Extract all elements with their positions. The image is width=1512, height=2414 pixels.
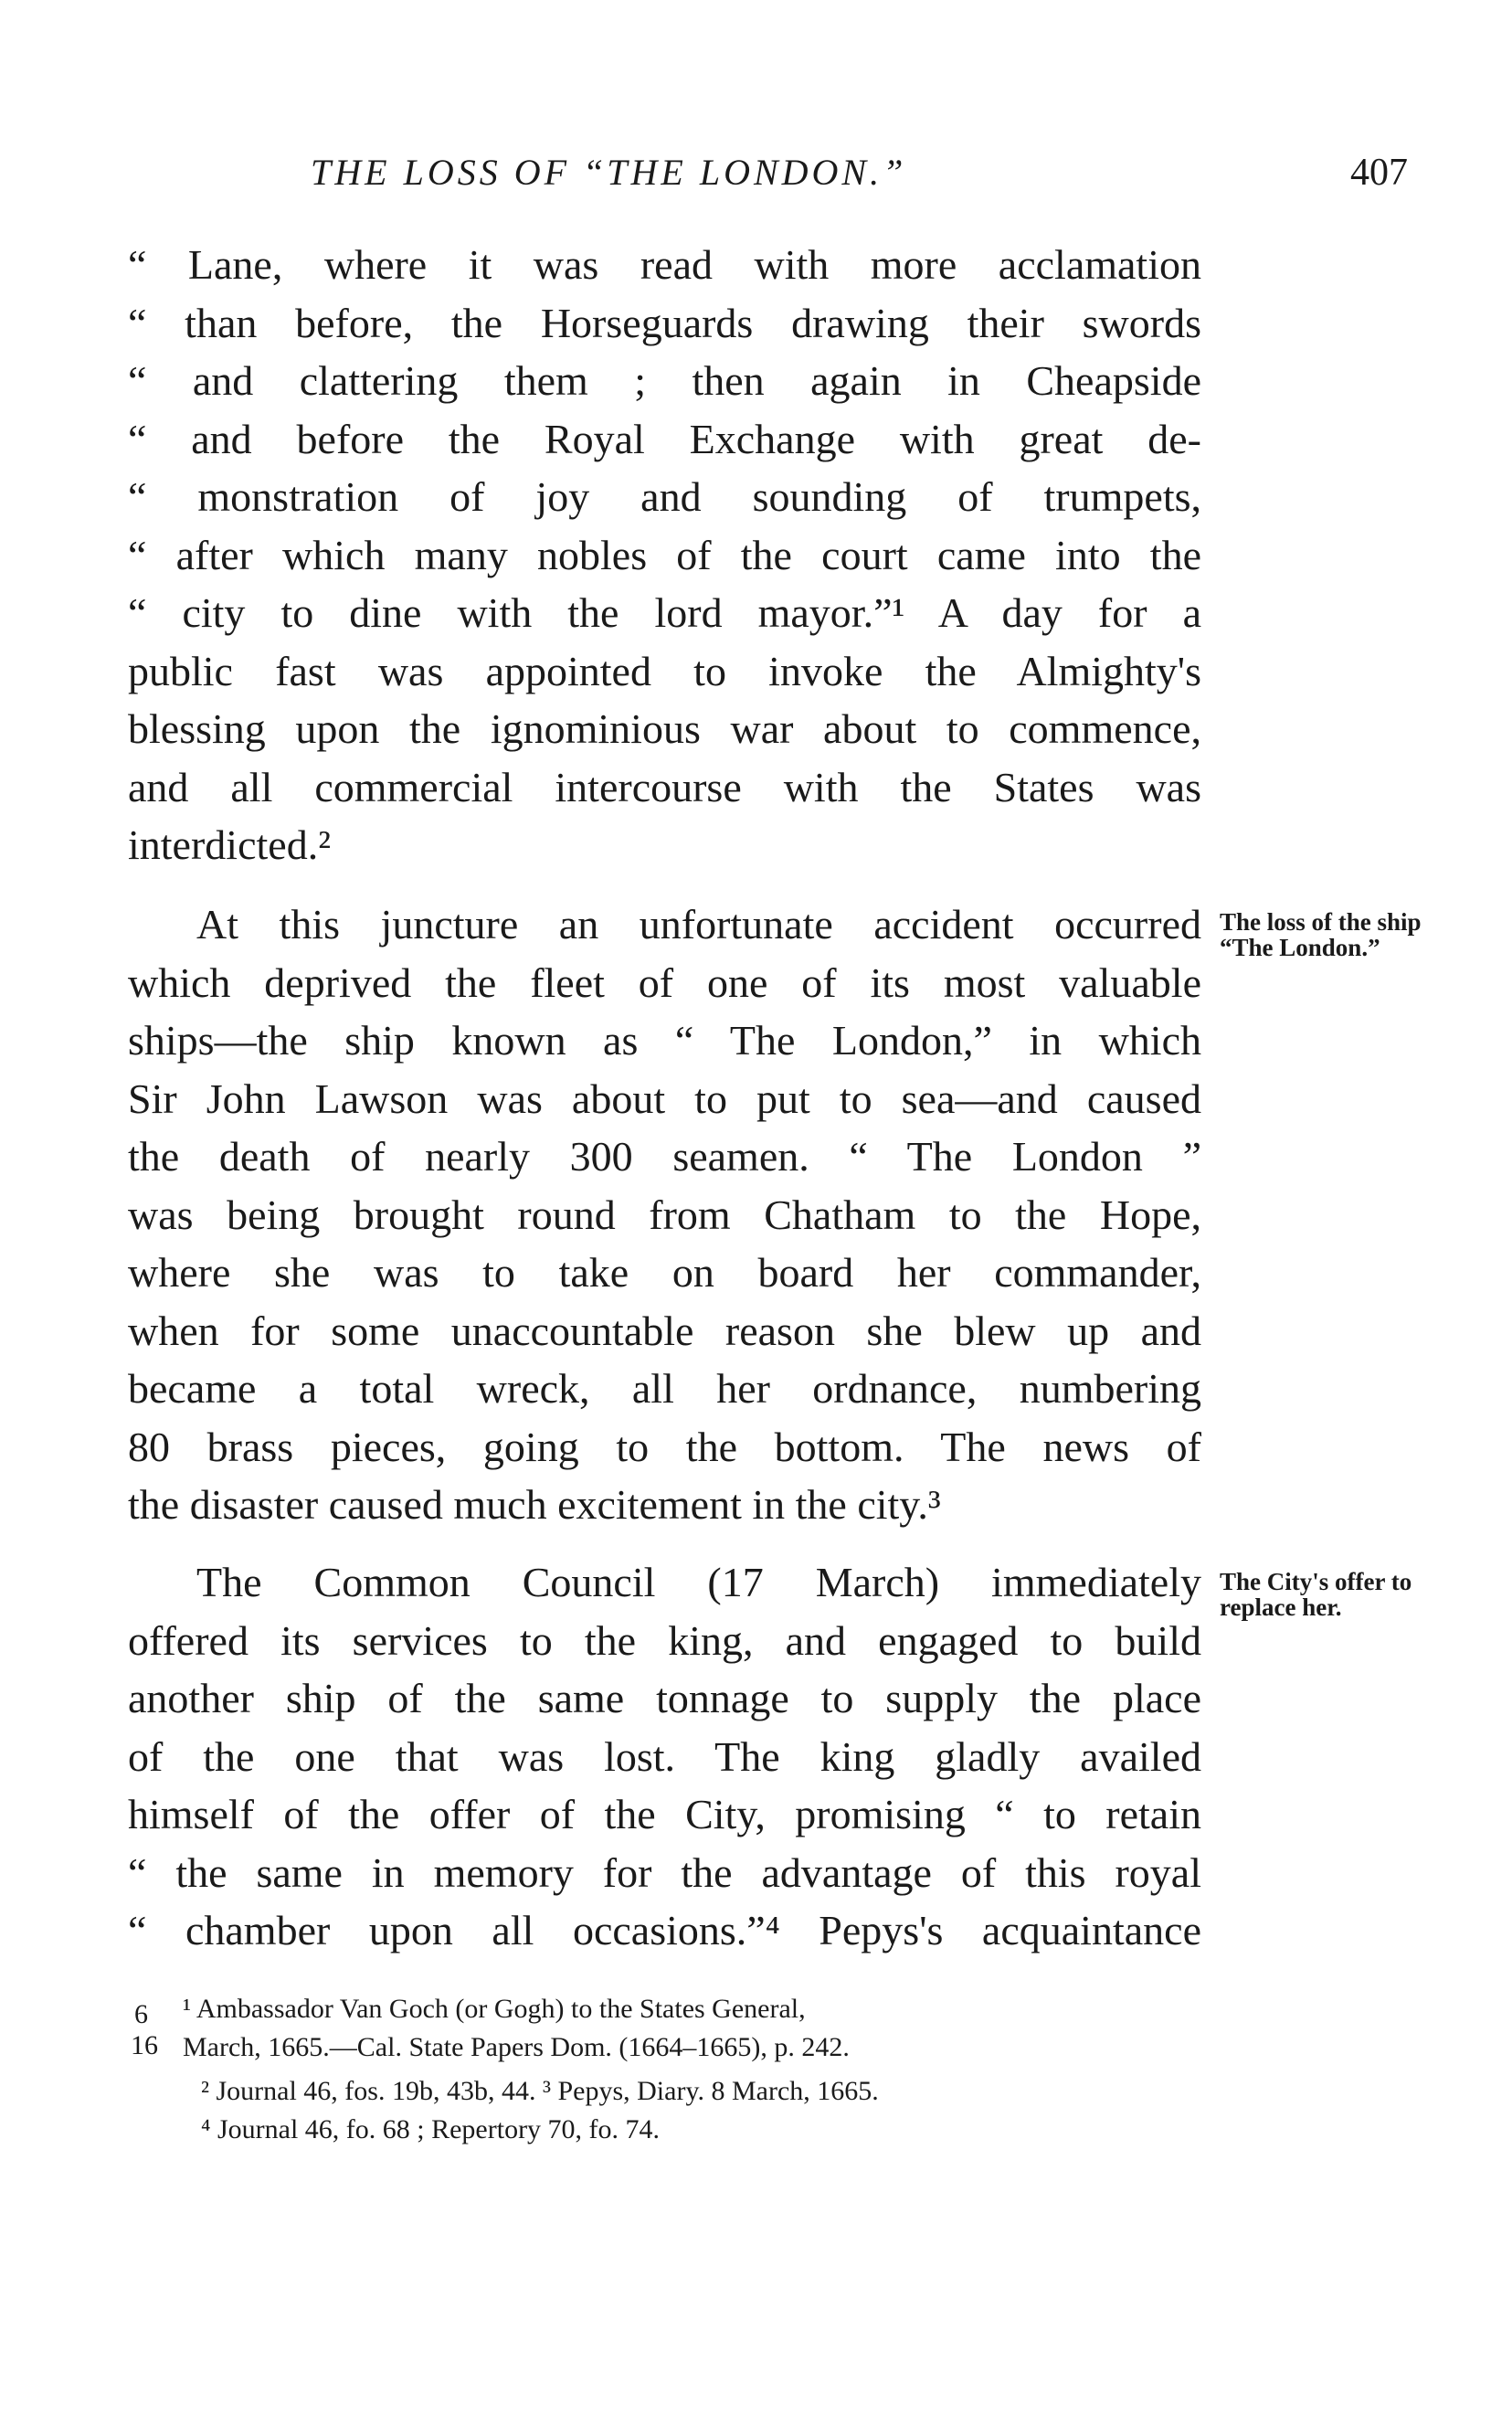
footnotes [128,1990,1206,2149]
text-line: the disaster caused much excitement in the city.³ [128,1481,941,1528]
text-line: himself of the offer of the City, promising “ to retain [128,1791,1201,1837]
text-line: “ chamber upon all occasions.”⁴ Pepys's acquaintance [128,1907,1201,1953]
footnote-4: ⁴ Journal 46, fo. 68 ; Repertory 70, fo. 74. [201,2114,661,2144]
text-line: “ the same in memory for the advantage of this royal [128,1848,1201,1896]
text-line: Sir John Lawson was about to put to sea—and caused [128,1075,1201,1122]
text-line: “ and before the Royal Exchange with great de- [128,415,1201,462]
text-line: “ and clattering them ; then again in Cheapside [128,357,1201,404]
text-line: interdicted.² [128,821,331,868]
text-line: “ city to dine with the lord mayor.”¹ A day for a [128,589,1201,636]
text-line: where she was to take on board her commander, [128,1249,1201,1296]
text-line: public fast was appointed to invoke the Almighty's [128,647,1201,694]
text-line: ships—the ship known as “ The London,” in which [128,1017,1201,1064]
footnote-1-line-1: ¹ Ambassador Van Goch (or Gogh) to the States General, [183,1994,806,2024]
footnote-2-3: ² Journal 46, fos. 19b, 43b, 44. ³ Pepys, Diary. 8 March, 1665. [201,2076,879,2106]
paragraph-3 [128,1553,1201,1960]
text-line: At this juncture an unfortunate accident occurred [196,901,1201,948]
sidenote-city-offer: The City's offer to replace her. [1220,1568,1412,1621]
text-line: of the one that was lost. The king gladly availed [128,1732,1201,1780]
text-line: offered its services to the king, and engaged to build [128,1616,1201,1664]
text-line: the death of nearly 300 seamen. “ The London ” [128,1133,1201,1180]
signature-mark-bottom: 16 [131,2030,158,2060]
text-line: The Common Council (17 March) immediately [196,1559,1201,1605]
text-line: “ Lane, where it was read with more acclamation [128,241,1201,288]
text-line: “ after which many nobles of the court came into the [128,531,1201,578]
sidenote-loss-of-london: The loss of the ship “The London.” [1220,908,1422,961]
text-line: which deprived the fleet of one of its most valuable [128,958,1201,1006]
text-line: became a total wreck, all her ordnance, numbering [128,1365,1201,1412]
signature-mark-top: 6 [134,1999,148,2029]
text-line: “ than before, the Horseguards drawing their swords [128,299,1201,346]
text-line: blessing upon the ignominious war about to commence, [128,705,1201,752]
text-line: “ monstration of joy and sounding of trumpets, [128,473,1201,520]
text-line: 80 brass pieces, going to the bottom. The news of [128,1423,1201,1470]
text-line: when for some unaccountable reason she blew up and [128,1307,1201,1354]
page-number: 407 [1350,152,1408,194]
footnote-1-line-2: March, 1665.—Cal. State Papers Dom. (1664–1665), p. 242. [183,2032,850,2062]
paragraph-1 [128,236,1201,874]
text-line: another ship of the same tonnage to supply the place [128,1675,1201,1721]
text-line: was being brought round from Chatham to the Hope, [128,1191,1201,1238]
running-title: THE LOSS OF “THE LONDON.” [311,152,907,193]
text-line: and all commercial intercourse with the States was [128,763,1201,810]
paragraph-2 [128,895,1201,1534]
